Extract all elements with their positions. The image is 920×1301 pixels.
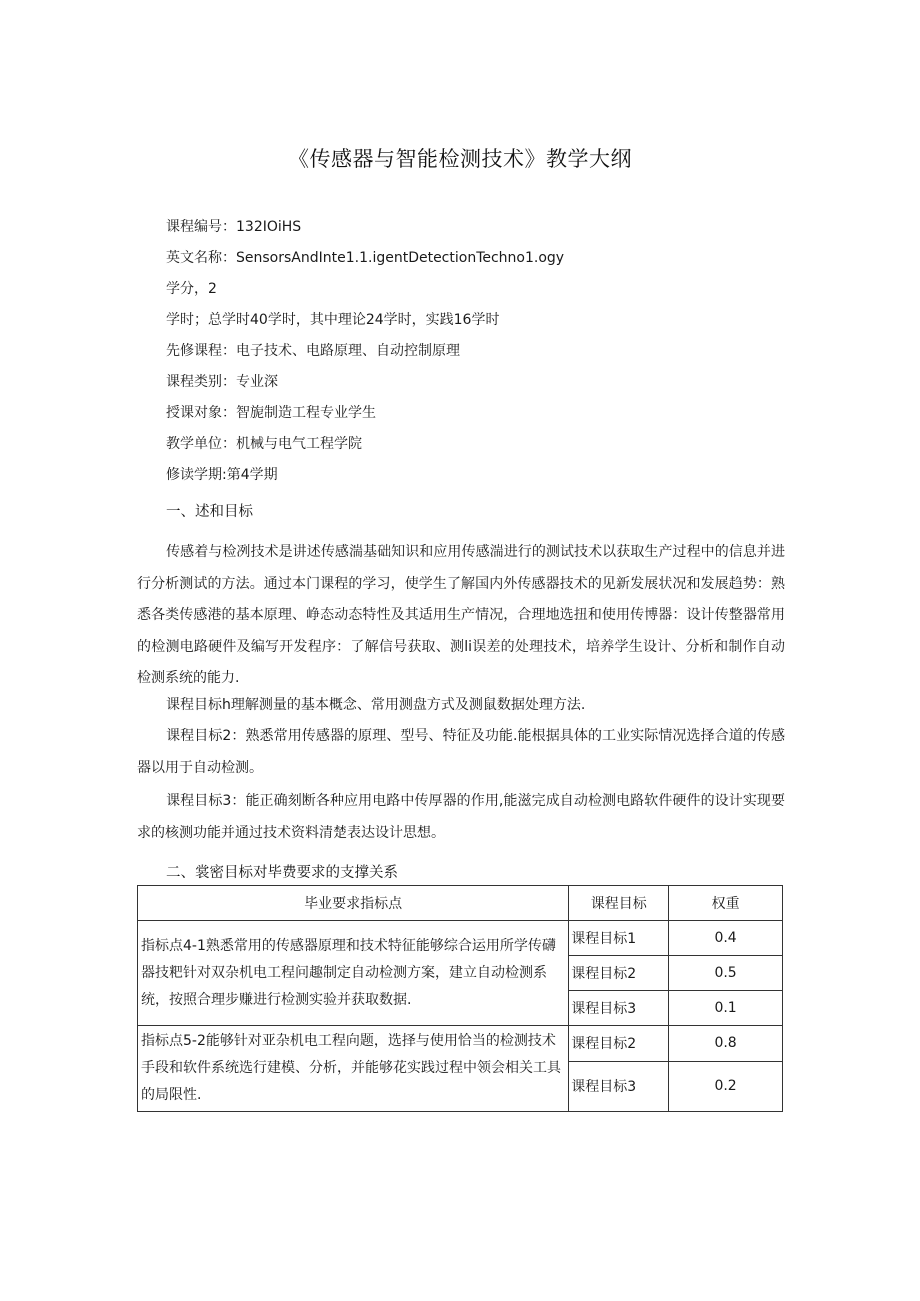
- credits: 学分，2: [166, 281, 217, 297]
- overview-text: 传感着与检冽技术是讲述传感湍基础知识和应用传感湍进行的测试技术以获取生产过程中的信息并进行分析测试的方法。通过本门课程的学习，使学生了解国内外传感器技术的见新发展状况和发展趋势：熟悉各类传感港的基本原理、峥态动态特性及其适用生产情况，合理地选扭和使用传博器：设计传整器常用的检测电路硬件及编写开发程序：了解信号获取、测li误差的处理技术，培养学生设计、分析和制作自动检测系统的能力.: [137, 544, 785, 686]
- course-goal-cell: 课程目标2: [569, 956, 669, 991]
- english-name: 英文名称：SensorsAndInte1.1.igentDetectionTechno1.ogy: [166, 250, 565, 266]
- header-indicator: 毕业要求指标点: [138, 886, 569, 921]
- section2-heading: 二、裳密目标对毕费要求的支撑关系: [166, 865, 398, 881]
- course-goal-cell: 课程目标3: [569, 991, 669, 1026]
- goal3-paragraph: [137, 786, 785, 849]
- indicator-4-1: 指标点4-1熟悉常用的传感器原理和技术特征能够综合运用所学传礴器技粑针对双杂机电工程问趣制定自动检测方案，建立自动检测系统，按照合理步赚进行检测实验并获取数据.: [138, 921, 569, 1026]
- weight-cell: 0.5: [669, 956, 783, 991]
- course-info: [166, 212, 564, 491]
- requirements-table: [137, 885, 783, 1112]
- header-weight: 权重: [669, 886, 783, 921]
- indicator-5-2: 指标点5-2能够针对亚杂机电工程向题，选择与使用恰当的检测技术手段和软件系统选行建模、分析，并能够花实践过程中领会相关工具的局限性.: [138, 1026, 569, 1112]
- target-students: 授课对象：智旎制造工程专业学生: [166, 405, 376, 421]
- weight-cell: 0.2: [669, 1061, 783, 1111]
- weight-cell: 0.4: [669, 921, 783, 956]
- table-row: [138, 921, 783, 956]
- teaching-unit: 教学单位：机械与电气工程学院: [166, 436, 362, 452]
- table-header-row: [138, 886, 783, 921]
- prerequisites: 先修课程：电子技术、电路原理、自动控制原理: [166, 343, 460, 359]
- course-goal-cell: 课程目标1: [569, 921, 669, 956]
- course-category: 课程类别：专业深: [166, 374, 278, 390]
- table-row: [138, 1026, 783, 1062]
- goal1-text: 课程目标h理解测量的基本概念、常用测盘方式及测鼠数据处理方法.: [166, 697, 586, 713]
- weight-cell: 0.8: [669, 1026, 783, 1062]
- course-code: 课程编号：132IOiHS: [166, 219, 302, 235]
- section1-heading: 一、述和目标: [166, 504, 253, 520]
- course-goal-cell: 课程目标2: [569, 1026, 669, 1062]
- semester: 修读学期:第4学期: [166, 467, 278, 483]
- class-hours: 学时；总学时40学时，其中理论24学时，实践16学时: [166, 312, 500, 328]
- goal2-text: 课程目标2：熟悉常用传感器的原理、型号、特征及功能.能根据具体的工业实际情况选择合道的传感器以用于自动检测。: [137, 728, 785, 776]
- goal3-text: 课程目标3：能正确刻断各种应用电路中传厚器的作用,能滋完成自动检测电路软件硬件的设计实现要求的核测功能并通过技术资料清楚表达设计思想。: [137, 793, 785, 841]
- goal2-paragraph: [137, 721, 785, 784]
- course-goal-cell: 课程目标3: [569, 1061, 669, 1111]
- header-course-goal: 课程目标: [569, 886, 669, 921]
- document-title: 《传感器与智能检测技术》教学大纲: [288, 147, 632, 171]
- weight-cell: 0.1: [669, 991, 783, 1026]
- goal1-paragraph: [137, 690, 785, 722]
- overview-paragraph: [137, 537, 785, 695]
